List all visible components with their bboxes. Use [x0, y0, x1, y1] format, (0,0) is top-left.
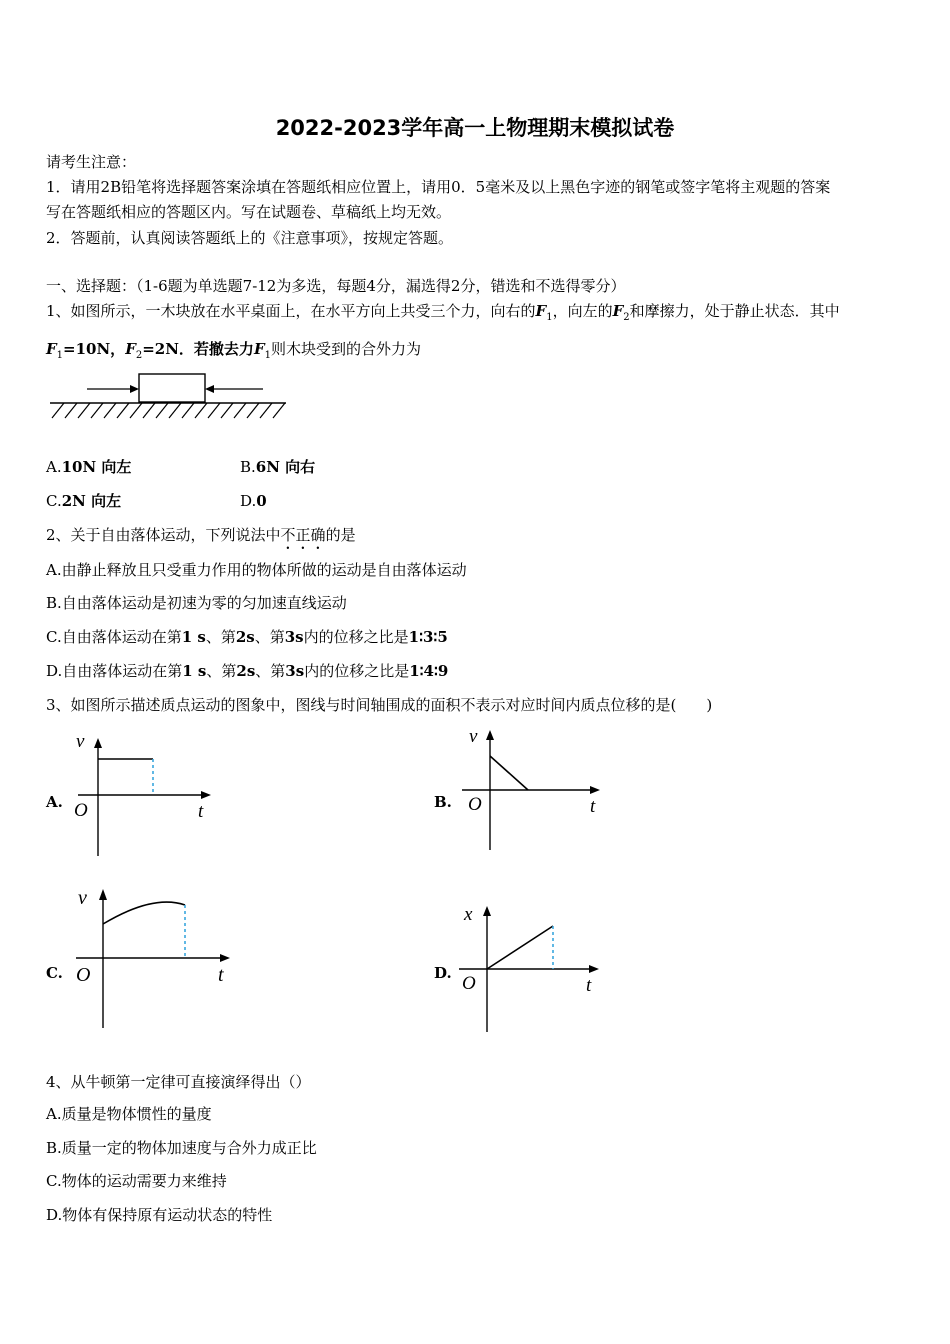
q2-c-e: 、第 [254, 628, 285, 646]
velocity-line [490, 756, 528, 790]
q1-line2-c: 则木块受到的合外力为 [270, 340, 421, 358]
q2-d-f: 3s [285, 662, 305, 680]
q1-option-a-text: 10N 向左 [61, 458, 132, 476]
q2-c-g: 内的位移之比是 [303, 628, 409, 646]
q1-option-c-label: C. [46, 492, 62, 510]
q1-line2-sub2: 2 [135, 350, 143, 361]
v-axis-arrow [99, 889, 107, 900]
q2-stem-emphasis: 不正确 [280, 526, 326, 544]
q1-option-b-text: 6N 向右 [255, 458, 316, 476]
v-axis-arrow [486, 730, 494, 740]
q2-option-c [46, 627, 448, 647]
x-axis-arrow [483, 906, 491, 916]
q1-line2-a: =10N， [63, 340, 126, 358]
t-axis-label: t [586, 975, 592, 996]
q3-label-b: B. [434, 793, 452, 811]
q1-line2-F1b: F [253, 340, 265, 358]
t-axis-label: t [590, 796, 596, 817]
q2-c-h: 1∶3∶5 [408, 628, 448, 646]
F1-arrowhead [130, 385, 139, 393]
origin-label: O [74, 800, 88, 821]
q1-line2-sub1b: 1 [264, 350, 271, 361]
q2-stem-b: 的是 [325, 526, 356, 544]
notice-heading: 请考生注意： [46, 153, 137, 171]
q1-option-a [46, 457, 131, 477]
v-axis-label: v [76, 731, 85, 752]
q2-d-a: D.自由落体运动在第 [46, 662, 183, 680]
q2-d-g: 内的位移之比是 [304, 662, 410, 680]
q2-d-b: 1 s [182, 662, 207, 680]
q1-stem-b: ，向左的 [552, 302, 613, 320]
section-heading: 一、选择题：（1-6题为单选题7-12为多选，每题4分，漏选得2分，错选和不选得零分） [46, 277, 626, 295]
q2-c-f: 3s [284, 628, 304, 646]
q1-option-d-text: 0 [256, 492, 267, 510]
q2-option-d [46, 661, 448, 681]
t-axis-arrow [590, 786, 600, 794]
v-axis-label: v [469, 726, 478, 747]
q1-stem-line1 [46, 301, 840, 328]
q3-graph-c [68, 880, 238, 1032]
q1-option-d [240, 491, 267, 511]
q1-option-c [46, 491, 121, 511]
q2-stem-a: 2、关于自由落体运动，下列说法中 [46, 526, 281, 544]
q3-graph-b [456, 722, 616, 857]
t-axis-arrow [589, 965, 599, 973]
v-axis-arrow [94, 738, 102, 748]
q3-stem: 3、如图所示描述质点运动的图象中，图线与时间轴围成的面积不表示对应时间内质点位移的是( ) [46, 696, 713, 714]
wood-block [139, 374, 205, 402]
q4-stem: 4、从牛顿第一定律可直接演绎得出（） [46, 1073, 311, 1091]
q3-label-a: A. [46, 793, 63, 811]
q2-d-d: 2s [236, 662, 256, 680]
q2-c-b: 1 s [181, 628, 206, 646]
q3-graph-d [456, 898, 616, 1036]
q2-c-a: C.自由落体运动在第 [46, 628, 182, 646]
q1-stem-c: 和摩擦力，处于静止状态．其中 [629, 302, 840, 320]
q1-stem-a: 1、如图所示，一木块放在水平桌面上，在水平方向上共受三个力，向右的 [46, 302, 536, 320]
q1-option-b [240, 457, 315, 477]
q1-option-b-label: B. [240, 458, 256, 476]
notice-line1b: 写在答题纸相应的答题区内。写在试题卷、草稿纸上均无效。 [46, 203, 452, 221]
q1-line2-sub1: 1 [56, 350, 64, 361]
q1-F2: F [612, 302, 624, 320]
q2-d-e: 、第 [255, 662, 286, 680]
t-axis-label: t [198, 801, 204, 822]
q4-option-c: C.物体的运动需要力来维持 [46, 1172, 227, 1190]
q4-option-d: D.物体有保持原有运动状态的特性 [46, 1206, 273, 1224]
q1-line2-F2: F [125, 340, 136, 358]
q4-option-b: B.质量一定的物体加速度与合外力成正比 [46, 1139, 317, 1157]
q1-block-figure [50, 368, 290, 423]
q3-graph-a [68, 728, 228, 863]
displacement-line [487, 926, 553, 969]
origin-label: O [468, 794, 482, 815]
q1-line2-b: =2N．若撤去力 [142, 340, 254, 358]
x-axis-label: x [464, 904, 473, 925]
q1-line2-F1: F [46, 340, 57, 358]
page-title: 2022-2023学年高一上物理期末模拟试卷 [275, 116, 675, 140]
q2-c-d: 2s [235, 628, 255, 646]
table-hatching [52, 403, 285, 418]
F2-arrowhead [205, 385, 214, 393]
v-axis-label: v [78, 887, 87, 909]
q1-sub2: 2 [623, 312, 630, 323]
q2-d-h: 1∶4∶9 [409, 662, 449, 680]
q2-option-a: A.由静止释放且只受重力作用的物体所做的运动是自由落体运动 [46, 561, 467, 579]
t-axis-label: t [218, 964, 224, 986]
q1-option-c-text: 2N 向左 [61, 492, 122, 510]
q1-option-d-label: D. [240, 492, 257, 510]
q2-option-b: B.自由落体运动是初速为零的匀加速直线运动 [46, 594, 347, 612]
velocity-curve [103, 902, 185, 924]
q2-c-c: 、第 [205, 628, 236, 646]
notice-line1: 1．请用2B铅笔将选择题答案涂填在答题纸相应位置上，请用0．5毫米及以上黑色字迹的钢笔或签字笔将主观题的答案 [46, 178, 831, 196]
origin-label: O [462, 973, 476, 994]
q1-stem-line2 [46, 339, 421, 366]
t-axis-arrow [201, 791, 211, 799]
q2-stem [46, 525, 356, 553]
q1-F1: F [535, 302, 547, 320]
t-axis-arrow [220, 954, 230, 962]
q1-option-a-label: A. [46, 458, 62, 476]
q3-label-c: C. [46, 964, 63, 982]
q1-sub1: 1 [546, 312, 553, 323]
q4-option-a: A.质量是物体惯性的量度 [46, 1105, 212, 1123]
notice-line2: 2．答题前，认真阅读答题纸上的《注意事项》，按规定答题。 [46, 229, 454, 247]
q2-d-c: 、第 [206, 662, 237, 680]
origin-label: O [76, 964, 91, 986]
q3-label-d: D. [434, 964, 452, 982]
